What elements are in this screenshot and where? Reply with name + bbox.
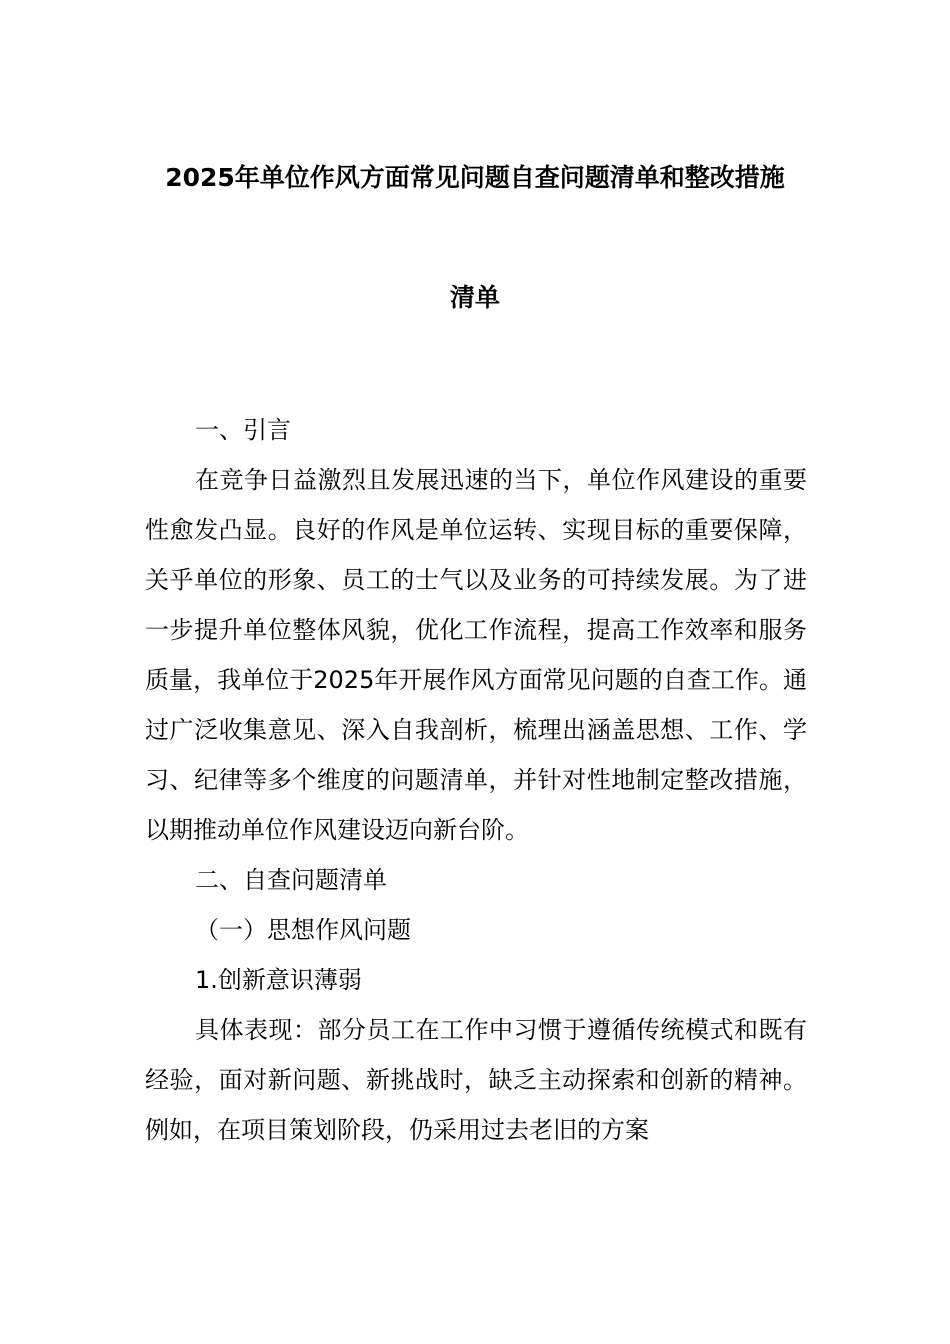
document-title-line-1: 2025年单位作风方面常见问题自查问题清单和整改措施 <box>165 163 785 192</box>
subsection-heading-ideology: （一）思想作风问题 <box>195 916 411 944</box>
item-heading-innovation: 1.创新意识薄弱 <box>195 966 362 994</box>
document-body <box>145 405 807 1155</box>
section-heading-intro: 一、引言 <box>195 416 291 444</box>
intro-paragraph: 在竞争日益激烈且发展迅速的当下，单位作风建设的重要性愈发凸显。良好的作风是单位运转、实现目标的重要保障，关乎单位的形象、员工的士气以及业务的可持续发展。为了进一步提升单位整体风貌，优化工作流程，提高工作效率和服务质量，我单位于2025年开展作风方面常见问题的自查工作。通过广泛收集意见、深入自我剖析，梳理出涵盖思想、工作、学习、纪律等多个维度的问题清单，并针对性地制定整改措施，以期推动单位作风建设迈向新台阶。 <box>145 466 807 844</box>
section-heading-problem-list: 二、自查问题清单 <box>195 866 387 894</box>
item-paragraph-innovation: 具体表现：部分员工在工作中习惯于遵循传统模式和既有经验，面对新问题、新挑战时，缺乏主动探索和创新的精神。例如，在项目策划阶段，仍采用过去老旧的方案 <box>145 1016 807 1144</box>
document-title-line-2: 清单 <box>449 283 500 312</box>
